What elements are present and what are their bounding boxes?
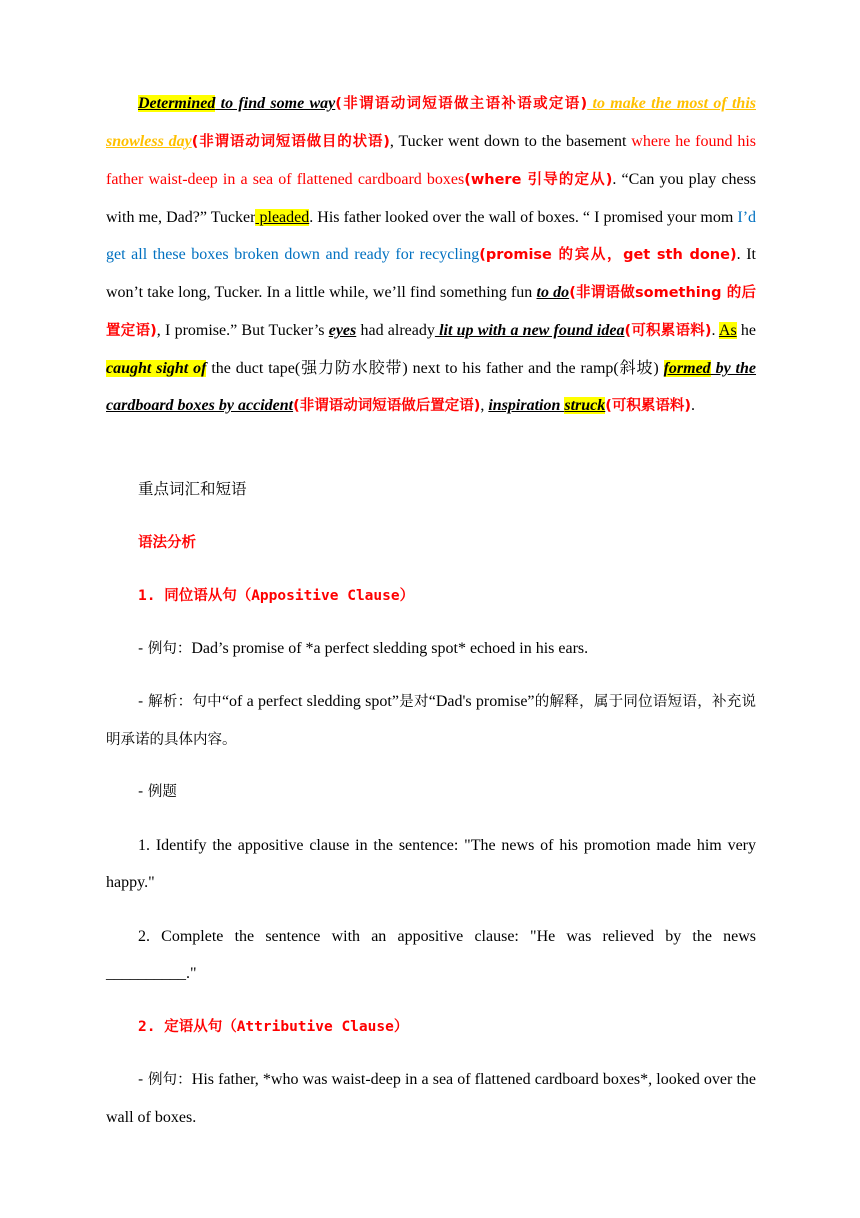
word-formed: formed bbox=[663, 360, 711, 377]
section2-example: - 例句：His father, *who was waist-deep in a sea of flattened cardboard boxes*, looked over the wall of boxes. bbox=[106, 1071, 757, 1126]
passage-paragraph: Determined to find some way(非谓语动词短语做主语补语或定语) to make the most of this snowless day(非谓语动词短语做目的状语), Tucker went down to the basement where he found his father waist-deep in a sea of flattened cardboard boxes(where 引导的定从). “Can you play chess with me, Dad?” Tucker pleaded. His father looked over the wall of boxes. “ I promised your mom I’d get all these boxes broken down and ready for recycling(promise 的宾从，get sth done). It won’t take long, Tucker. In a little while, we’ll find something fun to do(非谓语做something 的后置定语), I promise.” But Tucker’s eyes had already lit up with a new found idea(可积累语料). As he caught sight of the duct tape(强力防水胶带) next to his father and the ramp(斜坡) formed by the cardboard boxes by accident(非谓语动词短语做后置定语), inspiration struck(可积累语料). bbox=[106, 95, 757, 414]
phrase-to-find: to find some way bbox=[215, 95, 336, 112]
grammar-heading: 语法分析 bbox=[138, 535, 196, 551]
note-promise-object-clause: (promise 的宾从，get sth done) bbox=[479, 247, 737, 263]
note-useful-expression-2: (可积累语料) bbox=[605, 398, 692, 414]
phrase-determined: Determined bbox=[138, 95, 216, 112]
word-inspiration: inspiration bbox=[488, 397, 565, 414]
section1-example: - 例句：Dad’s promise of *a perfect sledding spot* echoed in his ears. bbox=[138, 640, 589, 657]
word-pleaded: pleaded bbox=[255, 209, 310, 226]
phrase-to-do: to do bbox=[536, 284, 570, 301]
object-clause: I’d get all these boxes broken down and ready for recycling bbox=[106, 209, 757, 263]
note-nonfinite-post-attributive: (非谓语动词短语做后置定语) bbox=[293, 398, 481, 414]
note-useful-expression: (可积累语料) bbox=[624, 323, 712, 339]
note-purpose-adverbial: (非谓语动词短语做目的状语) bbox=[191, 134, 390, 150]
section1-title: 1. 同位语从句（Appositive Clause） bbox=[138, 588, 415, 604]
note-post-attributive: (非谓语做something 的后置定语) bbox=[106, 285, 756, 339]
section1-analysis: - 解析：句中“of a perfect sledding spot”是对“Dad's promise”的解释，属于同位语短语，补充说明承诺的具体内容。 bbox=[106, 693, 756, 748]
phrase-lit-up: lit up with a new found idea bbox=[434, 322, 625, 339]
section1-exercises-label: - 例题 bbox=[138, 784, 177, 800]
vocab-heading: 重点词汇和短语 bbox=[138, 480, 247, 498]
exercise-2: 2. Complete the sentence with an appositive clause: "He was relieved by the news __________." bbox=[106, 928, 756, 982]
relative-clause-where: where he found his father waist-deep in a sea of flattened cardboard boxes bbox=[106, 133, 756, 188]
phrase-make-the-most: to make the most of this snowless day bbox=[106, 95, 756, 150]
phrase-caught-sight-of: caught sight of bbox=[106, 360, 207, 377]
phrase-by-the-boxes: by the cardboard boxes by accident bbox=[106, 360, 757, 414]
note-where-clause: (where 引导的定从) bbox=[464, 172, 613, 188]
word-as: As bbox=[718, 322, 737, 339]
word-eyes: eyes bbox=[328, 322, 357, 339]
section2-title: 2. 定语从句（Attributive Clause） bbox=[138, 1019, 409, 1035]
word-struck: struck bbox=[564, 397, 606, 414]
exercise-1: 1. Identify the appositive clause in the sentence: "The news of his promotion made him very happy." bbox=[106, 837, 756, 891]
note-nonfinite-complement: (非谓语动词短语做主语补语或定语) bbox=[335, 96, 588, 112]
